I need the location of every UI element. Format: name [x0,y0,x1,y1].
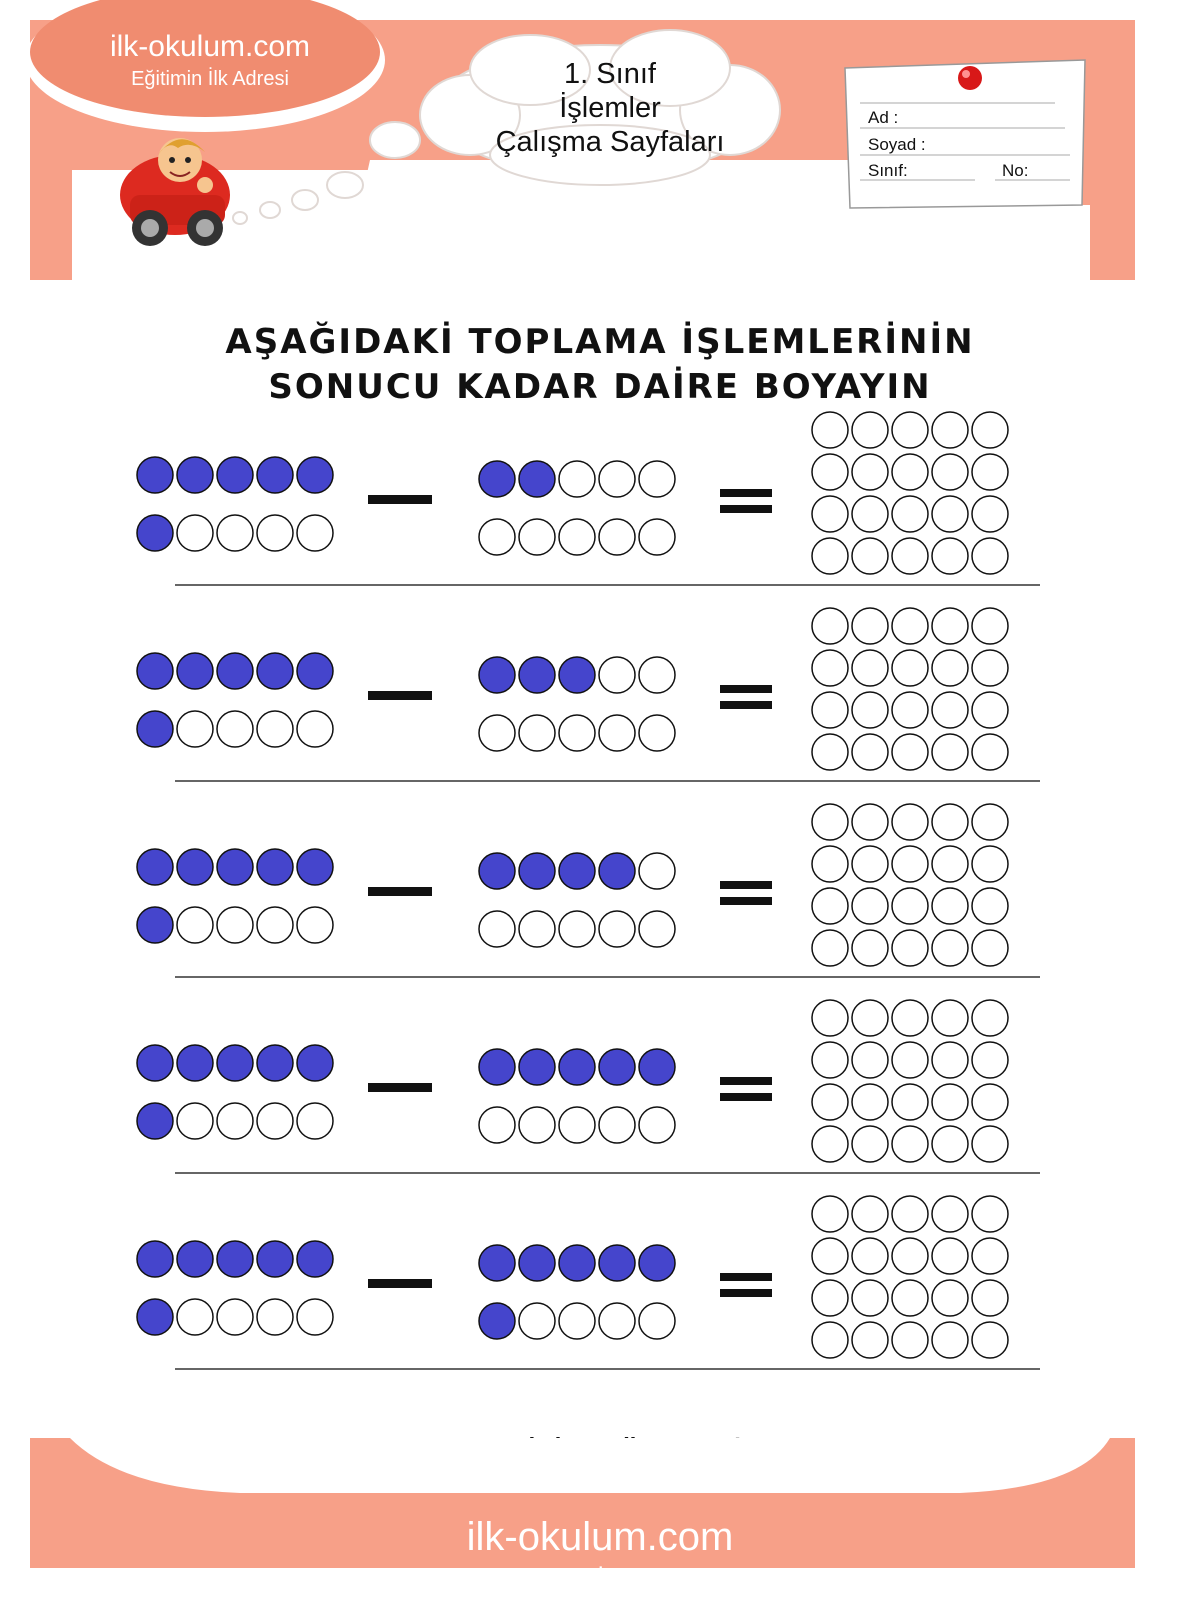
filled-circle [137,457,173,493]
filled-circle [599,1049,635,1085]
first-number-frame [137,849,333,943]
answer-circle[interactable] [932,1084,968,1120]
answer-circle[interactable] [892,930,928,966]
exercise-row [137,1000,1040,1173]
filled-circle [137,711,173,747]
answer-circle[interactable] [972,734,1008,770]
answer-circle[interactable] [972,1126,1008,1162]
instruction-line-2: SONUCU KADAR DAİRE BOYAYIN [268,367,932,407]
answer-circle[interactable] [812,1322,848,1358]
filled-circle [257,457,293,493]
filled-circle [257,1045,293,1081]
answer-circle[interactable] [852,888,888,924]
number-label: No: [1002,161,1029,180]
answer-circle[interactable] [972,1196,1008,1232]
answer-circle[interactable] [892,846,928,882]
filled-circle [217,1045,253,1081]
answer-circle[interactable] [852,1322,888,1358]
filled-circle [599,1245,635,1281]
second-number-frame [479,461,675,555]
answer-grid [812,412,1008,574]
logo-tagline: Eğitimin İlk Adresi [131,68,289,90]
minus-sign [368,887,432,896]
empty-circle [479,1107,515,1143]
first-number-frame [137,457,333,551]
logo-site-text: ilk-okulum.com [109,30,311,63]
answer-circle[interactable] [812,412,848,448]
answer-circle[interactable] [812,888,848,924]
second-number-frame [479,657,675,751]
empty-circle [217,1103,253,1139]
filled-circle [217,457,253,493]
empty-circle [479,911,515,947]
empty-circle [559,715,595,751]
answer-circle[interactable] [852,1238,888,1274]
empty-circle [257,1299,293,1335]
minus-sign [368,691,432,700]
empty-circle [297,907,333,943]
empty-circle [559,1107,595,1143]
answer-circle[interactable] [812,538,848,574]
answer-circle[interactable] [972,650,1008,686]
answer-circle[interactable] [892,1238,928,1274]
empty-circle [559,461,595,497]
answer-circle[interactable] [892,1322,928,1358]
empty-circle [559,519,595,555]
empty-circle [599,715,635,751]
answer-circle[interactable] [932,608,968,644]
empty-circle [599,657,635,693]
exercise-row [137,412,1040,585]
filled-circle [257,653,293,689]
empty-circle [519,715,555,751]
answer-circle[interactable] [892,734,928,770]
answer-circle[interactable] [932,1000,968,1036]
empty-circle [519,1303,555,1339]
filled-circle [519,657,555,693]
empty-circle [177,515,213,551]
answer-circle[interactable] [892,1126,928,1162]
answer-circle[interactable] [812,608,848,644]
minus-sign [368,1279,432,1288]
answer-circle[interactable] [972,888,1008,924]
answer-circle[interactable] [892,538,928,574]
first-number-frame [137,653,333,747]
answer-grid [812,804,1008,966]
answer-circle[interactable] [812,1126,848,1162]
empty-circle [177,711,213,747]
answer-circle[interactable] [932,1196,968,1232]
filled-circle [519,1049,555,1085]
filled-circle [137,849,173,885]
empty-circle [559,911,595,947]
name-label: Ad : [868,108,899,127]
second-number-frame [479,1049,675,1143]
empty-circle [217,1299,253,1335]
empty-circle [177,1103,213,1139]
answer-circle[interactable] [892,1000,928,1036]
title-line-2: İşlemler [559,92,661,124]
answer-circle[interactable] [892,1196,928,1232]
answer-circle[interactable] [812,650,848,686]
empty-circle [559,1303,595,1339]
answer-circle[interactable] [852,692,888,728]
filled-circle [519,461,555,497]
empty-circle [257,515,293,551]
answer-circle[interactable] [852,1000,888,1036]
filled-circle [297,849,333,885]
answer-circle[interactable] [892,412,928,448]
empty-circle [297,1103,333,1139]
empty-circle [297,711,333,747]
answer-circle[interactable] [932,1042,968,1078]
first-number-frame [137,1045,333,1139]
empty-circle [297,515,333,551]
answer-circle[interactable] [932,496,968,532]
answer-circle[interactable] [852,1126,888,1162]
answer-circle[interactable] [812,804,848,840]
filled-circle [297,1241,333,1277]
answer-circle[interactable] [972,692,1008,728]
empty-circle [479,715,515,751]
answer-circle[interactable] [812,1280,848,1316]
first-number-frame [137,1241,333,1335]
answer-circle[interactable] [812,1196,848,1232]
answer-circle[interactable] [852,608,888,644]
empty-circle [639,715,675,751]
answer-circle[interactable] [972,846,1008,882]
filled-circle [217,849,253,885]
answer-circle[interactable] [972,1042,1008,1078]
answer-circle[interactable] [852,734,888,770]
answer-circle[interactable] [932,650,968,686]
pushpin-icon [958,66,982,90]
filled-circle [479,1245,515,1281]
filled-circle [177,457,213,493]
answer-circle[interactable] [932,538,968,574]
footer-tagline: Eğitimin İlk Adresi [501,1566,699,1594]
empty-circle [519,911,555,947]
answer-circle[interactable] [972,496,1008,532]
instruction-line-1: AŞAĞIDAKİ TOPLAMA İŞLEMLERİNİN [225,322,975,362]
filled-circle [137,907,173,943]
empty-circle [639,911,675,947]
filled-circle [479,1303,515,1339]
filled-circle [137,1241,173,1277]
class-label: Sınıf: [868,161,908,180]
filled-circle [137,1299,173,1335]
answer-circle[interactable] [932,846,968,882]
answer-circle[interactable] [852,804,888,840]
answer-circle[interactable] [892,496,928,532]
answer-circle[interactable] [972,538,1008,574]
equals-sign [720,685,772,709]
answer-circle[interactable] [812,1238,848,1274]
answer-circle[interactable] [972,1280,1008,1316]
surname-label: Soyad : [868,135,926,154]
empty-circle [217,711,253,747]
empty-circle [257,711,293,747]
exercise-row [137,804,1040,977]
answer-circle[interactable] [892,1084,928,1120]
answer-circle[interactable] [932,1280,968,1316]
answer-circle[interactable] [892,692,928,728]
title-line-1: 1. Sınıf [564,58,656,90]
answer-circle[interactable] [892,1042,928,1078]
answer-circle[interactable] [892,888,928,924]
answer-circle[interactable] [852,1042,888,1078]
answer-circle[interactable] [932,930,968,966]
exercise-row [137,608,1040,781]
answer-circle[interactable] [852,412,888,448]
filled-circle [137,515,173,551]
empty-circle [177,907,213,943]
second-number-frame [479,853,675,947]
empty-circle [257,907,293,943]
empty-circle [639,853,675,889]
empty-circle [639,1107,675,1143]
filled-circle [217,1241,253,1277]
filled-circle [519,1245,555,1281]
answer-circle[interactable] [812,1000,848,1036]
answer-circle[interactable] [932,1322,968,1358]
exercise-area [0,395,1200,1385]
filled-circle [177,1241,213,1277]
empty-circle [599,461,635,497]
empty-circle [599,1107,635,1143]
minus-sign [368,1083,432,1092]
filled-circle [559,853,595,889]
empty-circle [599,1303,635,1339]
title-line-3: Çalışma Sayfaları [495,126,725,158]
footer-site-text: ilk-okulum.com [466,1515,734,1559]
answer-circle[interactable] [852,1084,888,1120]
filled-circle [177,849,213,885]
answer-circle[interactable] [852,1196,888,1232]
answer-circle[interactable] [812,1084,848,1120]
filled-circle [599,853,635,889]
answer-grid [812,608,1008,770]
answer-circle[interactable] [932,1238,968,1274]
filled-circle [257,849,293,885]
answer-circle[interactable] [812,454,848,490]
empty-circle [217,907,253,943]
filled-circle [257,1241,293,1277]
answer-circle[interactable] [812,496,848,532]
answer-circle[interactable] [892,804,928,840]
name-card [845,60,1085,208]
answer-circle[interactable] [972,930,1008,966]
filled-circle [479,853,515,889]
filled-circle [639,1245,675,1281]
answer-circle[interactable] [932,804,968,840]
answer-circle[interactable] [972,454,1008,490]
filled-circle [217,653,253,689]
answer-circle[interactable] [852,650,888,686]
empty-circle [479,519,515,555]
empty-circle [639,519,675,555]
equals-sign [720,881,772,905]
empty-circle [639,1303,675,1339]
answer-circle[interactable] [972,804,1008,840]
answer-circle[interactable] [812,930,848,966]
filled-circle [137,1045,173,1081]
empty-circle [599,519,635,555]
answer-circle[interactable] [932,1126,968,1162]
filled-circle [479,461,515,497]
answer-circle[interactable] [852,538,888,574]
empty-circle [297,1299,333,1335]
answer-circle[interactable] [812,734,848,770]
empty-circle [217,515,253,551]
answer-circle[interactable] [852,454,888,490]
filled-circle [177,1045,213,1081]
answer-grid [812,1000,1008,1162]
second-number-frame [479,1245,675,1339]
filled-circle [639,1049,675,1085]
answer-circle[interactable] [812,1042,848,1078]
answer-circle[interactable] [812,692,848,728]
equals-sign [720,1273,772,1297]
answer-circle[interactable] [852,496,888,532]
answer-circle[interactable] [892,454,928,490]
filled-circle [559,1245,595,1281]
answer-grid [812,1196,1008,1358]
exercise-row [137,1196,1040,1369]
answer-circle[interactable] [972,1000,1008,1036]
equals-sign [720,489,772,513]
empty-circle [257,1103,293,1139]
answer-circle[interactable] [852,846,888,882]
answer-circle[interactable] [972,1322,1008,1358]
filled-circle [177,653,213,689]
filled-circle [137,653,173,689]
minus-sign [368,495,432,504]
answer-circle[interactable] [892,650,928,686]
answer-circle[interactable] [852,1280,888,1316]
answer-circle[interactable] [892,608,928,644]
empty-circle [519,519,555,555]
filled-circle [297,1045,333,1081]
filled-circle [297,653,333,689]
answer-circle[interactable] [932,454,968,490]
empty-circle [519,1107,555,1143]
answer-circle[interactable] [972,608,1008,644]
empty-circle [177,1299,213,1335]
answer-circle[interactable] [932,412,968,448]
filled-circle [137,1103,173,1139]
answer-circle[interactable] [892,1280,928,1316]
equals-sign [720,1077,772,1101]
filled-circle [559,657,595,693]
filled-circle [559,1049,595,1085]
answer-circle[interactable] [932,734,968,770]
filled-circle [479,1049,515,1085]
empty-circle [599,911,635,947]
answer-circle[interactable] [972,412,1008,448]
answer-circle[interactable] [972,1238,1008,1274]
answer-circle[interactable] [972,1084,1008,1120]
filled-circle [297,457,333,493]
empty-circle [639,461,675,497]
answer-circle[interactable] [852,930,888,966]
answer-circle[interactable] [932,888,968,924]
answer-circle[interactable] [812,846,848,882]
empty-circle [639,657,675,693]
answer-circle[interactable] [932,692,968,728]
filled-circle [479,657,515,693]
filled-circle [519,853,555,889]
